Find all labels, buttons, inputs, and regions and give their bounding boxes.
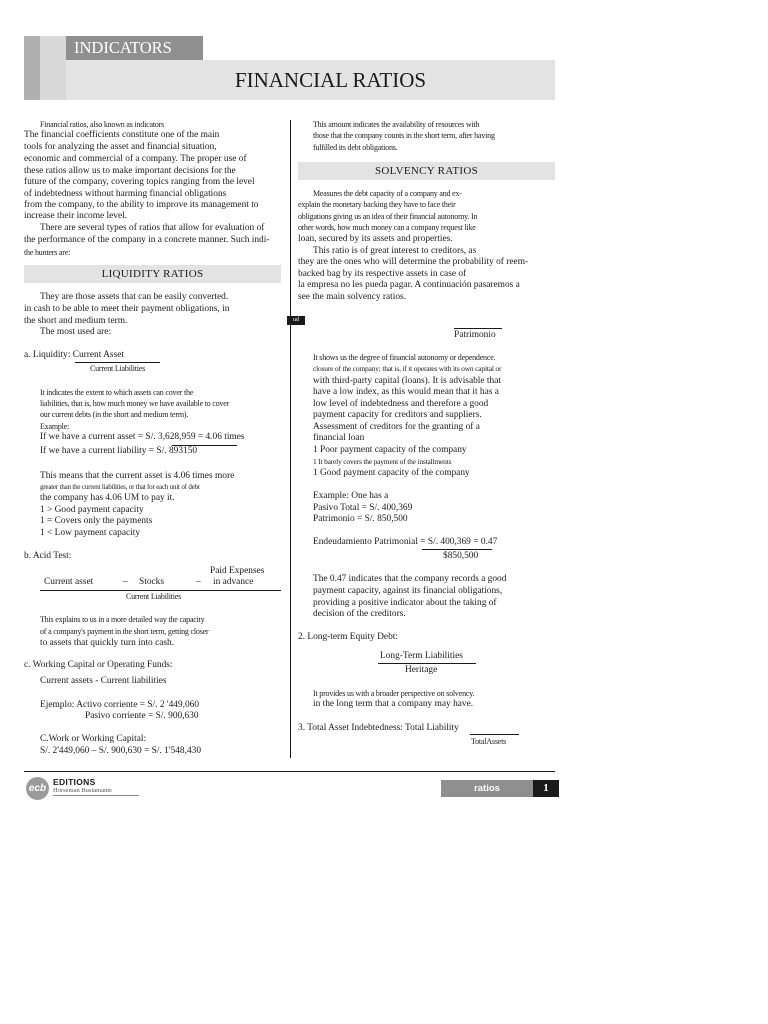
acid-test-text: to assets that quickly turn into cash. <box>40 638 175 648</box>
autonomy-text: financial loan <box>313 433 365 443</box>
footer-rule <box>24 771 555 772</box>
long-term-debt-denominator: Heritage <box>405 665 438 675</box>
footer-section-label: ratios <box>441 780 533 797</box>
working-capital-label: c. Working Capital or Operating Funds: <box>24 660 173 670</box>
working-capital-result: C.Work or Working Capital: <box>40 734 147 744</box>
total-asset-indebtedness-denominator: TotalAssets <box>471 737 507 746</box>
solvency-example: Patrimonio = S/. 850,500 <box>313 514 408 524</box>
working-capital-result: S/. 2'449,060 – S/. 900,630 = S/. 1'548,430 <box>40 746 202 756</box>
patrimonio-denominator: Patrimonio <box>454 330 496 340</box>
liquidity-text: liabilities, that is, how much money we have available to cover <box>40 399 230 408</box>
autonomy-text: low level of indebtedness and therefore a good <box>313 399 489 409</box>
liquidity-explanation: This means that the current asset is 4.06 times more <box>40 471 235 481</box>
liquidity-scale: 1 = Covers only the payments <box>40 516 153 526</box>
resources-text: This amount indicates the availability of resources with <box>313 120 480 129</box>
solvency-text: other words, how much money can a company request like <box>298 223 476 232</box>
autonomy-text: with third-party capital (loans). It is advisable that <box>313 376 501 386</box>
acid-test-paid: Paid Expenses <box>210 566 265 576</box>
solvency-text: Measures the debt capacity of a company and ex- <box>313 189 462 198</box>
liquidity-formula-denominator: Current Liabilities <box>90 364 146 373</box>
publisher-author: Horseman Bustamante <box>53 787 113 794</box>
solvency-text: la empresa no les pueda pagar. A continuación pasaremos a <box>298 280 520 290</box>
acid-test-current-asset: Current asset <box>44 577 94 587</box>
liquidity-intro-line: They are those assets that can be easily converted. <box>40 292 229 302</box>
endeudamiento-denominator: $850,500 <box>443 551 479 561</box>
fraction-bar <box>454 328 502 329</box>
solvency-example: Example: One has a <box>313 491 389 501</box>
liquidity-text: It indicates the extent to which assets can cover the <box>40 388 194 397</box>
liquidity-explanation: the company has 4.06 UM to pay it. <box>40 493 175 503</box>
autonomy-text: payment capacity for creditors and suppliers. <box>313 410 482 420</box>
acid-test-text: This explains to us in a more detailed way the capacity <box>40 615 205 624</box>
resources-text: fulfilled its debt obligations. <box>313 143 398 152</box>
intro-line: There are several types of ratios that allow for evaluation of <box>40 223 265 233</box>
autonomy-text: Assessment of creditors for the granting of a <box>313 422 480 432</box>
solvency-text: This ratio is of great interest to creditors, as <box>313 246 477 256</box>
long-term-debt-text: in the long term that a company may have. <box>313 699 474 709</box>
acid-test-text: of a company's payment in the short term, getting closer <box>40 627 209 636</box>
fraction-bar <box>378 663 476 664</box>
liquidity-intro-line: The most used are: <box>40 327 112 337</box>
publisher-underline <box>53 795 139 796</box>
acid-test-in-advance: in advance <box>213 577 254 587</box>
fraction-bar <box>422 549 492 550</box>
publisher-name: EDITIONS <box>53 777 96 787</box>
solvency-ratios-heading: SOLVENCY RATIOS <box>298 162 555 180</box>
liquidity-formula-label: a. Liquidity: Current Asset <box>24 350 124 360</box>
intro-line: economic and commercial of a company. The proper use of <box>24 154 247 164</box>
liquidity-scale: 1 < Low payment capacity <box>40 528 141 538</box>
inline-mark: ud <box>287 316 305 325</box>
column-divider <box>290 120 291 758</box>
conclusion-text: providing a positive indicator about the taking of <box>313 598 497 608</box>
intro-line: Financial ratios, also known as indicators <box>40 120 165 129</box>
autonomy-text: closure of the company; that is, if it operates with its own capital or <box>313 364 502 373</box>
solvency-text: explain the monetary backing they have to face their <box>298 200 456 209</box>
header-accent-dark <box>24 36 40 100</box>
endeudamiento-formula: Endeudamiento Patrimonial = S/. 400,369 = 0.47 <box>313 537 498 547</box>
fraction-bar <box>470 734 519 735</box>
working-capital-example: Pasivo corriente = S/. 900,630 <box>85 711 199 721</box>
assessment-scale: 1 It barely covers the payment of the installments <box>313 457 452 466</box>
page-number: 1 <box>533 780 559 797</box>
intro-line: the performance of the company in a concrete manner. Such indi- <box>24 235 270 245</box>
acid-test-denominator: Current Liabilities <box>126 592 182 601</box>
liquidity-ratios-heading: LIQUIDITY RATIOS <box>24 265 281 283</box>
conclusion-text: decision of the creditors. <box>313 609 406 619</box>
conclusion-text: payment capacity, against its financial obligations, <box>313 586 503 596</box>
acid-test-stocks: Stocks <box>139 577 165 587</box>
long-term-debt-label: 2. Long-term Equity Debt: <box>298 632 398 642</box>
intro-line: of indebtedness without harming financial obligations <box>24 189 227 199</box>
page-title: FINANCIAL RATIOS <box>66 60 555 100</box>
intro-line: future of the company, covering topics ranging from the level <box>24 177 255 187</box>
solvency-text: backed bag by its respective assets in case of <box>298 269 467 279</box>
intro-line: The financial coefficients constitute one of the main <box>24 130 220 140</box>
liquidity-intro-line: in cash to be able to meet their payment obligations, in <box>24 304 230 314</box>
liquidity-example: If we have a current liability = S/. 893150 <box>40 446 198 456</box>
liquidity-text: our current debts (in the short and medium term). <box>40 410 189 419</box>
resources-text: those that the company counts in the short term, after having <box>313 131 495 140</box>
liquidity-example: If we have a current asset = S/. 3,628,959 = 4.06 times <box>40 432 245 442</box>
solvency-text: they are the ones who will determine the probability of reem- <box>298 257 529 267</box>
intro-line: the hunters are: <box>24 248 71 257</box>
assessment-scale: 1 Good payment capacity of the company <box>313 468 470 478</box>
section-label: INDICATORS <box>66 36 203 60</box>
liquidity-scale: 1 > Good payment capacity <box>40 505 144 515</box>
long-term-debt-text: It provides us with a broader perspective on solvency. <box>313 689 475 698</box>
working-capital-example: Ejemplo: Activo corriente = S/. 2 '449,060 <box>40 700 200 710</box>
assessment-scale: 1 Poor payment capacity of the company <box>313 445 467 455</box>
intro-line: increase their income level. <box>24 211 128 221</box>
solvency-text: obligations giving us an idea of their financial autonomy. In <box>298 212 478 221</box>
liquidity-intro-line: the short and medium term. <box>24 316 128 326</box>
autonomy-text: It shows us the degree of financial autonomy or dependence. <box>313 353 496 362</box>
autonomy-text: have a low index, as this would mean that it has a <box>313 387 499 397</box>
liquidity-explanation: greater than the current liabilities, or that for each unit of debt <box>40 483 200 491</box>
total-asset-indebtedness-label: 3. Total Asset Indebtedness: Total Liability <box>298 723 459 733</box>
intro-line: tools for analyzing the asset and financial situation, <box>24 142 217 152</box>
publisher-logo: ecb <box>26 777 49 800</box>
solvency-example: Pasivo Total = S/. 400,369 <box>313 503 413 513</box>
long-term-debt-numerator: Long-Term Liabilities <box>380 651 463 661</box>
working-capital-formula: Current assets - Current liabilities <box>40 676 167 686</box>
solvency-text: loan, secured by its assets and properties. <box>298 234 453 244</box>
intro-line: from the company, to the ability to improve its management to <box>24 200 259 210</box>
acid-test-minus: – <box>196 577 201 587</box>
conclusion-text: The 0.47 indicates that the company records a good <box>313 574 507 584</box>
header-accent-light <box>40 36 66 100</box>
intro-line: these ratios allow us to make important decisions for the <box>24 166 236 176</box>
solvency-text: see the main solvency ratios. <box>298 292 407 302</box>
acid-test-label: b. Acid Test: <box>24 551 72 561</box>
acid-test-minus: – <box>123 577 128 587</box>
liquidity-text: Example: <box>40 422 70 431</box>
